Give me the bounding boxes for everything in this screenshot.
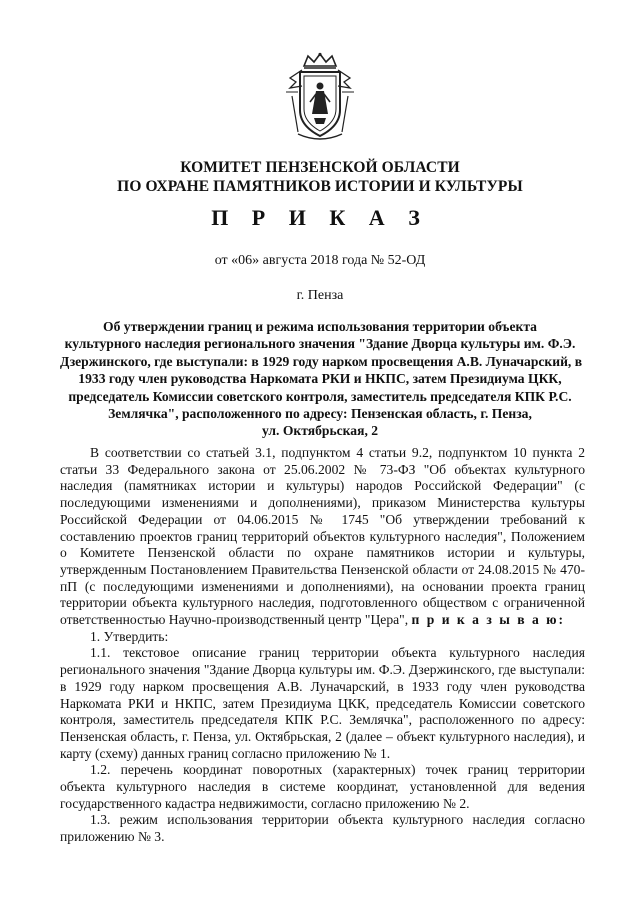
item-1-3: 1.3. режим использования территории объекта культурного наследия согласно приложению № 3. (60, 812, 585, 845)
coat-of-arms-icon (280, 52, 360, 144)
order-subject (60, 318, 583, 440)
document-type-heading: П Р И К А З (211, 205, 429, 230)
preamble-paragraph (60, 445, 585, 629)
order-body (60, 445, 585, 846)
city-name: г. Пенза (296, 288, 344, 303)
item-1-1: 1.1. текстовое описание границ территории объекта культурного наследия регионального значения "Здание Дворца культуры им. Ф.Э. Дзержинского, где выступали: в 1929 году нарком просвещения А.В. Луначарский, в 1933 году член руководства Наркомата РКИ и НКПС, затем Президиума ЦКК, председатель Комиссии советского контроля, заместитель председателя КПК Р.С. Землячка", расположенного по адресу: Пензенская область, г. Пенза, ул. Октябрьская, 2 (далее – объект культурного наследия), и карту (схему) данных границ согласно приложению № 1. (60, 645, 585, 761)
preamble-text: В соответствии со статьей 3.1, подпунктом 4 статьи 9.2, подпунктом 10 пункта 2 статьи 33 Федерального закона от 25.06.2002 № 73-ФЗ "Об объектах культурного наследия (памятниках истории и культуры) народов Российской Федерации" (с последующими изменениями и дополнениями), приказом Министерства культуры Российской Федерации от 04.06.2015 № 1745 "Об утверждении требований к составлению проектов границ территорий объектов культурного наследия", Положением о Комитете Пензенской области по охране памятников истории и культуры, утвержденным Постановлением Правительства Пензенской области от 24.08.2015 № 470-пП (с последующими изменениями и дополнениями), на основании проекта границ территории объекта культурного наследия, подготовленного обществом с ограниченной ответственностью Научно-производственный центр "Цера", (60, 445, 585, 628)
subject-line: Дзержинского, где выступали: в 1929 году нарком просвещения А.В. Луначарский, в (60, 353, 583, 369)
item-1-2: 1.2. перечень координат поворотных (характерных) точек границ территории объекта культурного наследия в системе координат, установленной для ведения государственного кадастра недвижимости, согласно приложению № 2. (60, 762, 585, 811)
order-word: п р и к а з ы в а ю: (411, 612, 566, 628)
subject-line: председатель Комиссии советского контроля, заместитель председателя КПК Р.С. (68, 388, 572, 404)
subject-line: ул. Октябрьская, 2 (261, 423, 379, 439)
item-1: 1. Утвердить: (90, 628, 169, 644)
subject-line: 1933 году член руководства Наркомата РКИ и НКПС, затем Президиума ЦКК, (78, 371, 562, 387)
subject-line: Об утверждении границ и режима использования территории объекта (103, 319, 537, 334)
subject-line: Землячка", расположенного по адресу: Пензенская область, г. Пенза, (108, 406, 532, 422)
committee-name-line-2: ПО ОХРАНЕ ПАМЯТНИКОВ ИСТОРИИ И КУЛЬТУРЫ (117, 178, 523, 195)
order-date-number: от «06» августа 2018 года № 52-ОД (214, 253, 426, 268)
subject-line: культурного наследия регионального значения "Здание Дворца культуры им. Ф.Э. (64, 336, 576, 352)
committee-name-line-1: КОМИТЕТ ПЕНЗЕНСКОЙ ОБЛАСТИ (180, 159, 460, 176)
